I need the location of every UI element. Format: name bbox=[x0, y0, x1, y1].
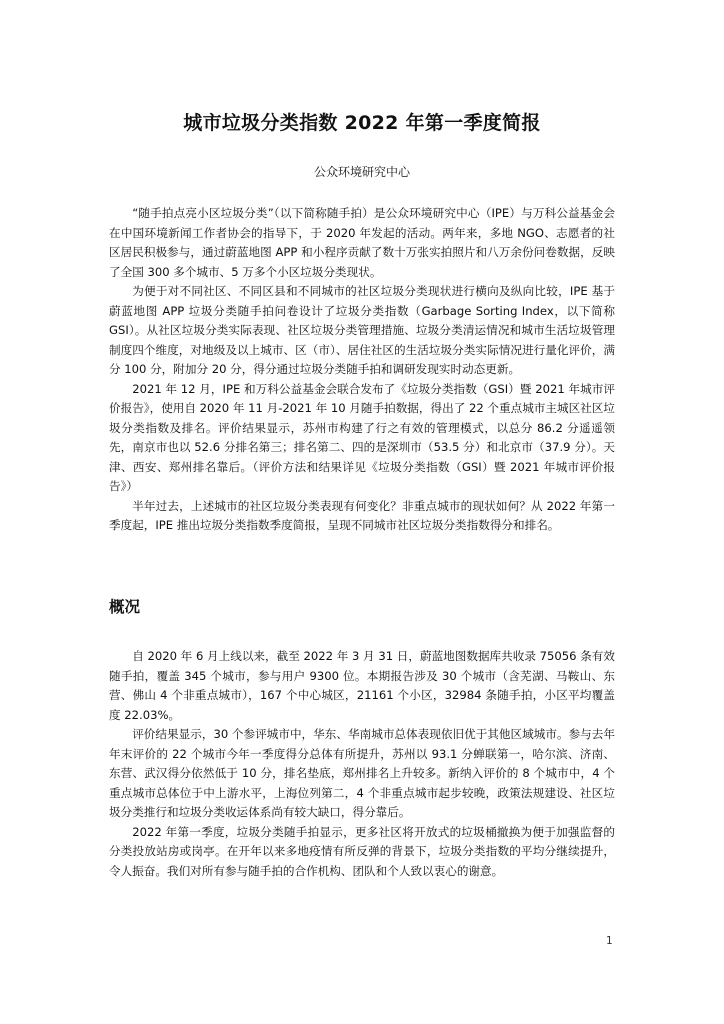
page-number: 1 bbox=[606, 935, 613, 947]
document-title: 城市垃圾分类指数 2022 年第一季度简报 bbox=[183, 112, 541, 134]
intro-paragraph-4: 半年过去，上述城市的社区垃圾分类表现有何变化？非重点城市的现状如何？从 2022 年第一季度起，IPE 推出垃圾分类指数季度简报，呈现不同城市社区垃圾分类指数得分和排名。 bbox=[109, 498, 615, 532]
overview-section bbox=[109, 647, 615, 881]
document-author: 公众环境研究中心 bbox=[313, 165, 410, 179]
overview-paragraph-3: 2022 年第一季度，垃圾分类随手拍显示，更多社区将开放式的垃圾桶撤换为便于加强监督的分类投放站房或岗亭。在开年以来多地疫情有所反弹的背景下，垃圾分类指数的平均分继续提升，令人振奋。我们对所有参与随手拍的合作机构、团队和个人致以衷心的谢意。 bbox=[109, 824, 615, 878]
overview-paragraph-2: 评价结果显示，30 个参评城市中，华东、华南城市总体表现依旧优于其他区域城市。参与去年年末评价的 22 个城市今年一季度得分总体有所提升，苏州以 93.1 分蝉联第一，哈尔滨、济南、东营、武汉得分依然低于 10 分，排名垫底，郑州排名上升较多。新纳入评价的 8 个城市中，4 个重点城市总体位于中上游水平，上海位列第二，4 个非重点城市起步较晚，政策法规建设、社区垃圾分类推行和垃圾分类收运体系尚有较大缺口，得分靠后。 bbox=[109, 727, 615, 819]
section-heading-overview: 概况 bbox=[109, 598, 141, 616]
intro-paragraph-3: 2021 年 12 月，IPE 和万科公益基金会联合发布了《垃圾分类指数（GSI）暨 2021 年城市评价报告》，使用自 2020 年 11 月-2021 年 10 月随手拍数据，得出了 22 个重点城市主城区社区垃圾分类指数及排名。评价结果显示，苏州市构建了行之有效的管理模式，以总分 86.2 分遥遥领先，南京市也以 52.6 分排名第三；排名第二、四的是深圳市（53.5 分）和北京市（37.9 分）。天津、西安、郑州排名靠后。（评价方法和结果详见《垃圾分类指数（GSI）暨 2021 年城市评价报告》） bbox=[109, 381, 615, 493]
intro-paragraph-1: “随手拍点亮小区垃圾分类”（以下简称随手拍）是公众环境研究中心（IPE）与万科公益基金会在中国环境新闻工作者协会的指导下，于 2020 年发起的活动。两年来，多地 NGO、志愿者的社区居民积极参与，通过蔚蓝地图 APP 和小程序贡献了数十万张实拍照片和八万余份问卷数据，反映了全国 300 多个城市、5 万多个小区垃圾分类现状。 bbox=[109, 206, 615, 279]
intro-paragraph-2: 为便于对不同社区、不同区县和不同城市的社区垃圾分类现状进行横向及纵向比较，IPE 基于蔚蓝地图 APP 垃圾分类随手拍问卷设计了垃圾分类指数（Garbage Sorting Index，以下简称 GSI）。从社区垃圾分类实际表现、社区垃圾分类管理措施、垃圾分类清运情况和城市生活垃圾管理制度四个维度，对地级及以上城市、区（市）、居住社区的生活垃圾分类实际情况进行量化评价，满分 100 分，附加分 20 分，得分通过垃圾分类随手拍和调研发现实时动态更新。 bbox=[109, 284, 615, 376]
overview-paragraph-1: 自 2020 年 6 月上线以来，截至 2022 年 3 月 31 日，蔚蓝地图数据库共收录 75056 条有效随手拍，覆盖 345 个城市，参与用户 9300 位。本期报告涉及 30 个城市（含芜湖、马鞍山、东营、佛山 4 个非重点城市），167 个中心城区，21161 个小区，32984 条随手拍，小区平均覆盖度 22.03%。 bbox=[109, 649, 615, 722]
intro-section bbox=[109, 204, 615, 536]
